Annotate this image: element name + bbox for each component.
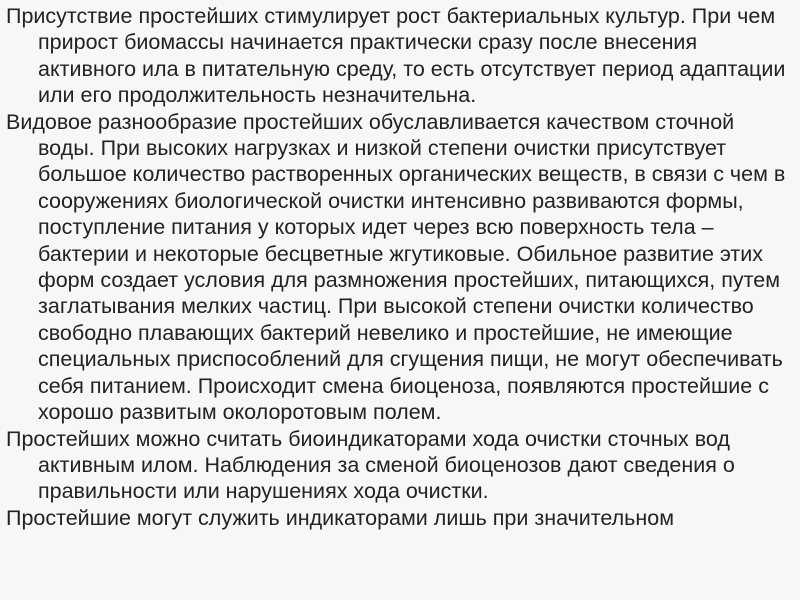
text-body (6, 3, 792, 531)
paragraph-indicators-partial: Простейшие могут служить индикаторами лишь при значительном (6, 505, 674, 530)
paragraph-bioindicators: Простейших можно считать биоиндикаторами хода очистки сточных вод активным илом. Наблюдения за сменой биоценозов дают сведения о правильности или нарушениях хода очистки. (6, 426, 735, 504)
paragraph-protozoa-growth: Присутствие простейших стимулирует рост бактериальных культур. При чем прирост биомассы начинается практически сразу после внесения активного ила в питательную среду, то есть отсутствует период адаптации или его продолжительность незначительна. (6, 4, 786, 108)
paragraph-species-diversity: Видовое разнообразие простейших обуславливается качеством сточной воды. При высоких нагрузках и низкой степени очистки присутствует большое количество растворенных органических веществ, в связи с чем в сооружениях биологической очистки интенсивно развиваются формы, поступление питания у которых идет через всю поверхность тела – бактерии и некоторые бесцветные жгутиковые. Обильное развитие этих форм создает условия для размножения простейших, питающихся, путем заглатывания мелких частиц. При высокой степени очистки количество свободно плавающих бактерий невелико и простейшие, не имеющие специальных приспособлений для сгущения пищи, не могут обеспечивать себя питанием. Происходит смена биоценоза, появляются простейшие с хорошо развитым околоротовым полем. (6, 109, 786, 425)
